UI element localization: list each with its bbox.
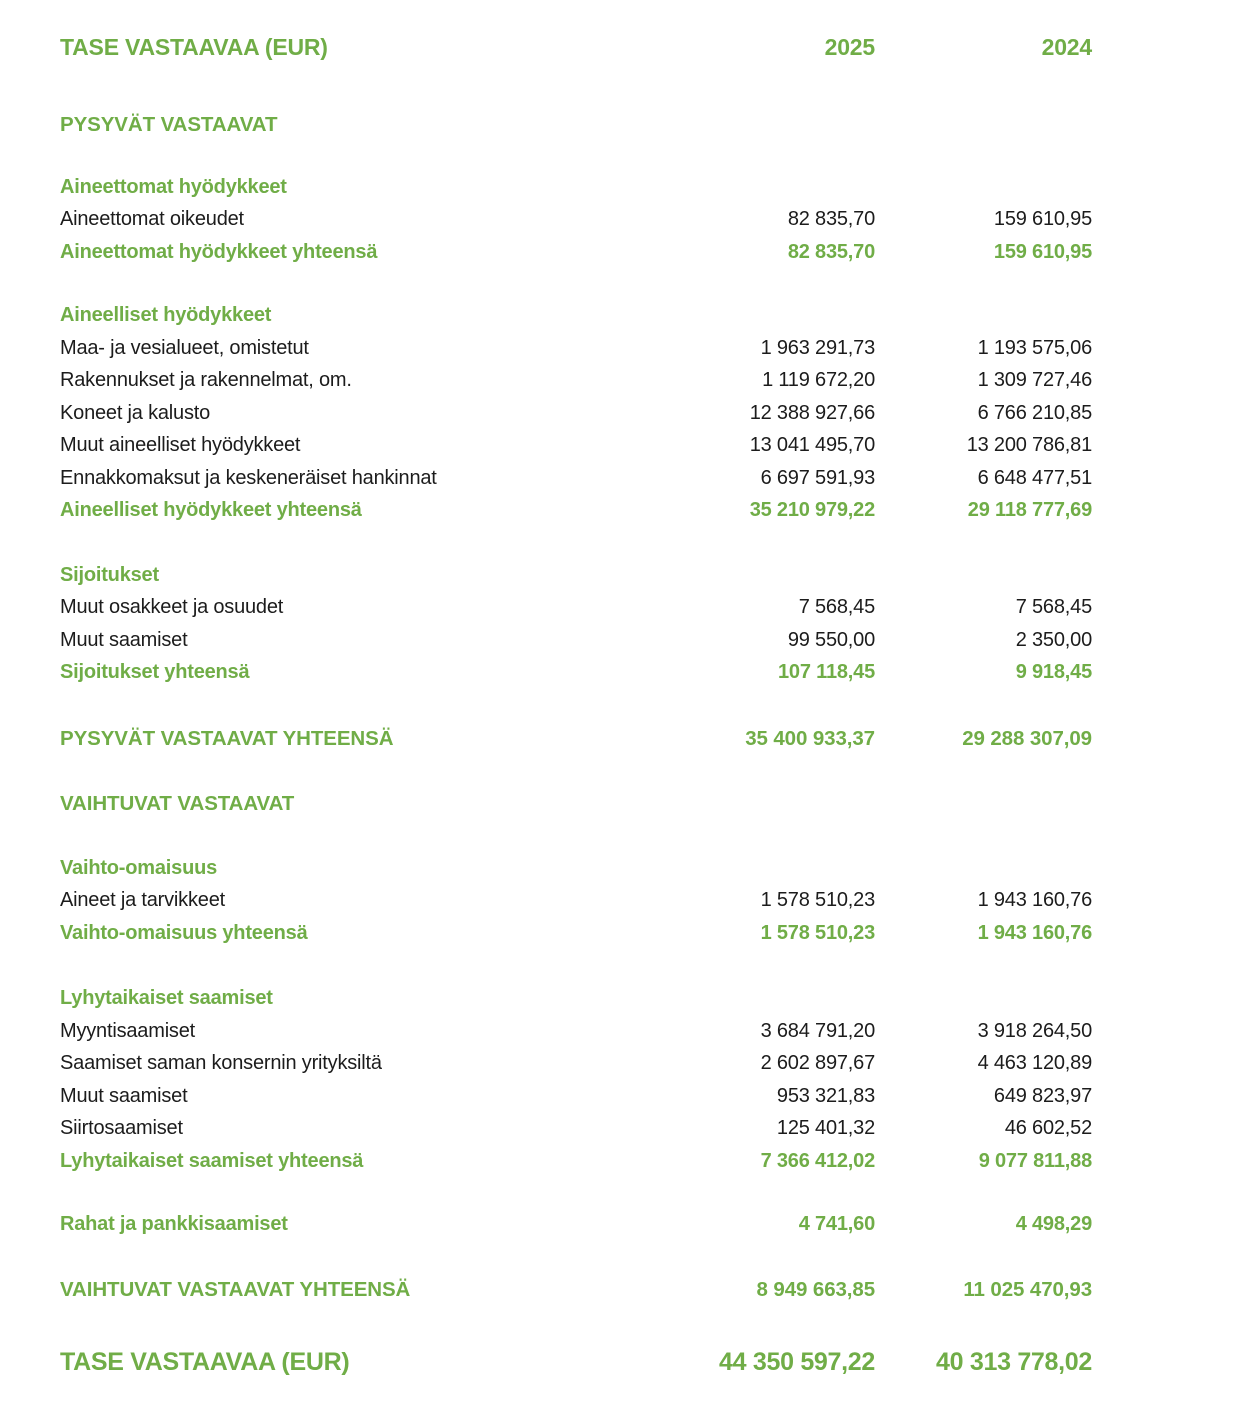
spacer <box>60 1306 1092 1344</box>
total-row-lyhytaikaiset <box>60 1145 1092 1178</box>
grand-total-row <box>60 1344 1092 1380</box>
total-label: Vaihto-omaisuus yhteensä <box>60 921 308 944</box>
header-row <box>60 29 1092 65</box>
total-value-2025: 8 949 663,85 <box>756 1277 875 1301</box>
total-value-2025: 35 210 979,22 <box>749 499 875 521</box>
spacer <box>60 821 1092 852</box>
total-value-2024: 11 025 470,93 <box>963 1277 1092 1301</box>
row-value-2025: 4 741,60 <box>798 1213 875 1235</box>
row-label: Muut aineelliset hyödykkeet <box>60 434 301 456</box>
spacer <box>60 142 1092 171</box>
spacer <box>60 1241 1092 1274</box>
total-value-2024: 1 943 160,76 <box>977 921 1092 944</box>
row-label: Saamiset saman konsernin yrityksiltä <box>60 1052 382 1074</box>
table-row <box>60 884 1092 917</box>
section-header-pysyvat-vastaavat <box>60 109 1092 142</box>
row-value-2024: 13 200 786,81 <box>966 434 1092 456</box>
row-label: Aineettomat oikeudet <box>60 208 244 230</box>
spacer <box>60 1177 1092 1208</box>
row-label: Muut osakkeet ja osuudet <box>60 596 284 618</box>
table-row <box>60 1112 1092 1145</box>
spacer <box>60 65 1092 109</box>
total-value-2024: 29 288 307,09 <box>962 726 1092 750</box>
row-value-2025: 13 041 495,70 <box>749 434 875 456</box>
table-row <box>60 624 1092 657</box>
total-label: VAIHTUVAT VASTAAVAT YHTEENSÄ <box>60 1277 411 1301</box>
total-label: Lyhytaikaiset saamiset yhteensä <box>60 1149 364 1172</box>
row-label: Koneet ja kalusto <box>60 401 211 424</box>
grand-total-value-2025: 44 350 597,22 <box>719 1348 875 1376</box>
row-label: Ennakkomaksut ja keskeneräiset hankinnat <box>60 466 437 489</box>
group-header-aineelliset <box>60 299 1092 332</box>
row-value-2025: 1 963 291,73 <box>760 336 875 359</box>
group-header-lyhytaikaiset <box>60 982 1092 1015</box>
row-value-2024: 4 498,29 <box>1015 1213 1092 1235</box>
row-value-2024: 6 648 477,51 <box>977 466 1092 489</box>
table-row <box>60 332 1092 365</box>
row-value-2025: 12 388 927,66 <box>749 401 875 424</box>
table-row <box>60 203 1092 236</box>
row-value-2025: 82 835,70 <box>787 208 875 230</box>
total-value-2024: 159 610,95 <box>993 240 1092 263</box>
section-header-vaihtuvat-vastaavat <box>60 788 1092 821</box>
row-label: Muut saamiset <box>60 628 188 651</box>
spacer <box>60 268 1092 299</box>
row-value-2025: 7 568,45 <box>798 596 875 618</box>
row-value-2025: 1 578 510,23 <box>760 889 875 911</box>
page-title: TASE VASTAAVAA (EUR) <box>60 34 328 60</box>
total-value-2025: 107 118,45 <box>778 661 875 683</box>
spacer <box>60 755 1092 788</box>
group-title: Vaihto-omaisuus <box>60 856 218 879</box>
total-value-2025: 7 366 412,02 <box>760 1149 875 1172</box>
row-value-2024: 46 602,52 <box>1004 1117 1092 1139</box>
table-row <box>60 1015 1092 1048</box>
total-row-pysyvat-vastaavat <box>60 723 1092 756</box>
table-row <box>60 364 1092 397</box>
group-title: Lyhytaikaiset saamiset <box>60 987 273 1009</box>
group-header-vaihto-omaisuus <box>60 852 1092 885</box>
row-label: Siirtosaamiset <box>60 1117 183 1139</box>
table-row <box>60 591 1092 624</box>
spacer <box>60 527 1092 559</box>
total-value-2024: 9 077 811,88 <box>978 1149 1092 1172</box>
grand-total-value-2024: 40 313 778,02 <box>936 1348 1092 1376</box>
row-label: Rahat ja pankkisaamiset <box>60 1213 288 1235</box>
total-row-aineettomat <box>60 236 1092 269</box>
total-label: Sijoitukset yhteensä <box>60 661 250 683</box>
row-value-2024: 7 568,45 <box>1015 596 1092 618</box>
spacer <box>60 689 1092 723</box>
row-value-2025: 1 119 672,20 <box>762 369 875 391</box>
column-header-2024: 2024 <box>1041 34 1092 60</box>
total-value-2024: 9 918,45 <box>1015 661 1092 683</box>
table-row <box>60 397 1092 430</box>
group-title: Sijoitukset <box>60 563 159 586</box>
row-value-2024: 4 463 120,89 <box>977 1052 1092 1074</box>
total-row-sijoitukset <box>60 656 1092 689</box>
row-value-2025: 99 550,00 <box>787 628 875 651</box>
column-header-2025: 2025 <box>824 34 875 60</box>
group-header-aineettomat <box>60 171 1092 204</box>
group-title: Aineelliset hyödykkeet <box>60 304 272 326</box>
grand-total-label: TASE VASTAAVAA (EUR) <box>60 1348 350 1376</box>
row-value-2024: 3 918 264,50 <box>977 1019 1092 1042</box>
row-label: Rakennukset ja rakennelmat, om. <box>60 369 352 391</box>
spacer <box>60 949 1092 982</box>
row-value-2025: 2 602 897,67 <box>760 1052 875 1074</box>
table-row <box>60 429 1092 462</box>
row-value-2024: 2 350,00 <box>1015 628 1092 651</box>
total-value-2025: 1 578 510,23 <box>760 921 875 944</box>
table-row <box>60 1047 1092 1080</box>
total-value-2025: 35 400 933,37 <box>745 726 875 750</box>
section-title: PYSYVÄT VASTAAVAT <box>60 113 278 136</box>
row-value-2025: 3 684 791,20 <box>760 1019 875 1042</box>
total-label: PYSYVÄT VASTAAVAT YHTEENSÄ <box>60 726 394 750</box>
row-value-2024: 1 193 575,06 <box>977 336 1092 359</box>
row-value-2025: 6 697 591,93 <box>760 466 875 489</box>
total-label: Aineettomat hyödykkeet yhteensä <box>60 240 378 263</box>
row-value-2025: 953 321,83 <box>776 1084 875 1107</box>
row-rahat-ja-pankkisaamiset <box>60 1208 1092 1241</box>
group-title: Aineettomat hyödykkeet <box>60 175 287 198</box>
total-row-vaihto-omaisuus <box>60 917 1092 950</box>
total-value-2025: 82 835,70 <box>787 240 875 263</box>
row-value-2024: 6 766 210,85 <box>977 401 1092 424</box>
total-row-vaihtuvat-vastaavat <box>60 1274 1092 1307</box>
row-label: Aineet ja tarvikkeet <box>60 889 225 911</box>
row-value-2024: 159 610,95 <box>993 208 1092 230</box>
table-row <box>60 1080 1092 1113</box>
total-row-aineelliset <box>60 494 1092 527</box>
row-value-2025: 125 401,32 <box>776 1117 875 1139</box>
group-header-sijoitukset <box>60 559 1092 592</box>
total-label: Aineelliset hyödykkeet yhteensä <box>60 499 362 521</box>
row-value-2024: 1 309 727,46 <box>977 369 1092 391</box>
row-value-2024: 1 943 160,76 <box>977 889 1092 911</box>
section-title: VAIHTUVAT VASTAAVAT <box>60 792 295 815</box>
row-value-2024: 649 823,97 <box>993 1084 1092 1107</box>
row-label: Myyntisaamiset <box>60 1019 196 1042</box>
table-row <box>60 462 1092 495</box>
row-label: Muut saamiset <box>60 1084 188 1107</box>
row-label: Maa- ja vesialueet, omistetut <box>60 336 309 359</box>
total-value-2024: 29 118 777,69 <box>967 499 1092 521</box>
